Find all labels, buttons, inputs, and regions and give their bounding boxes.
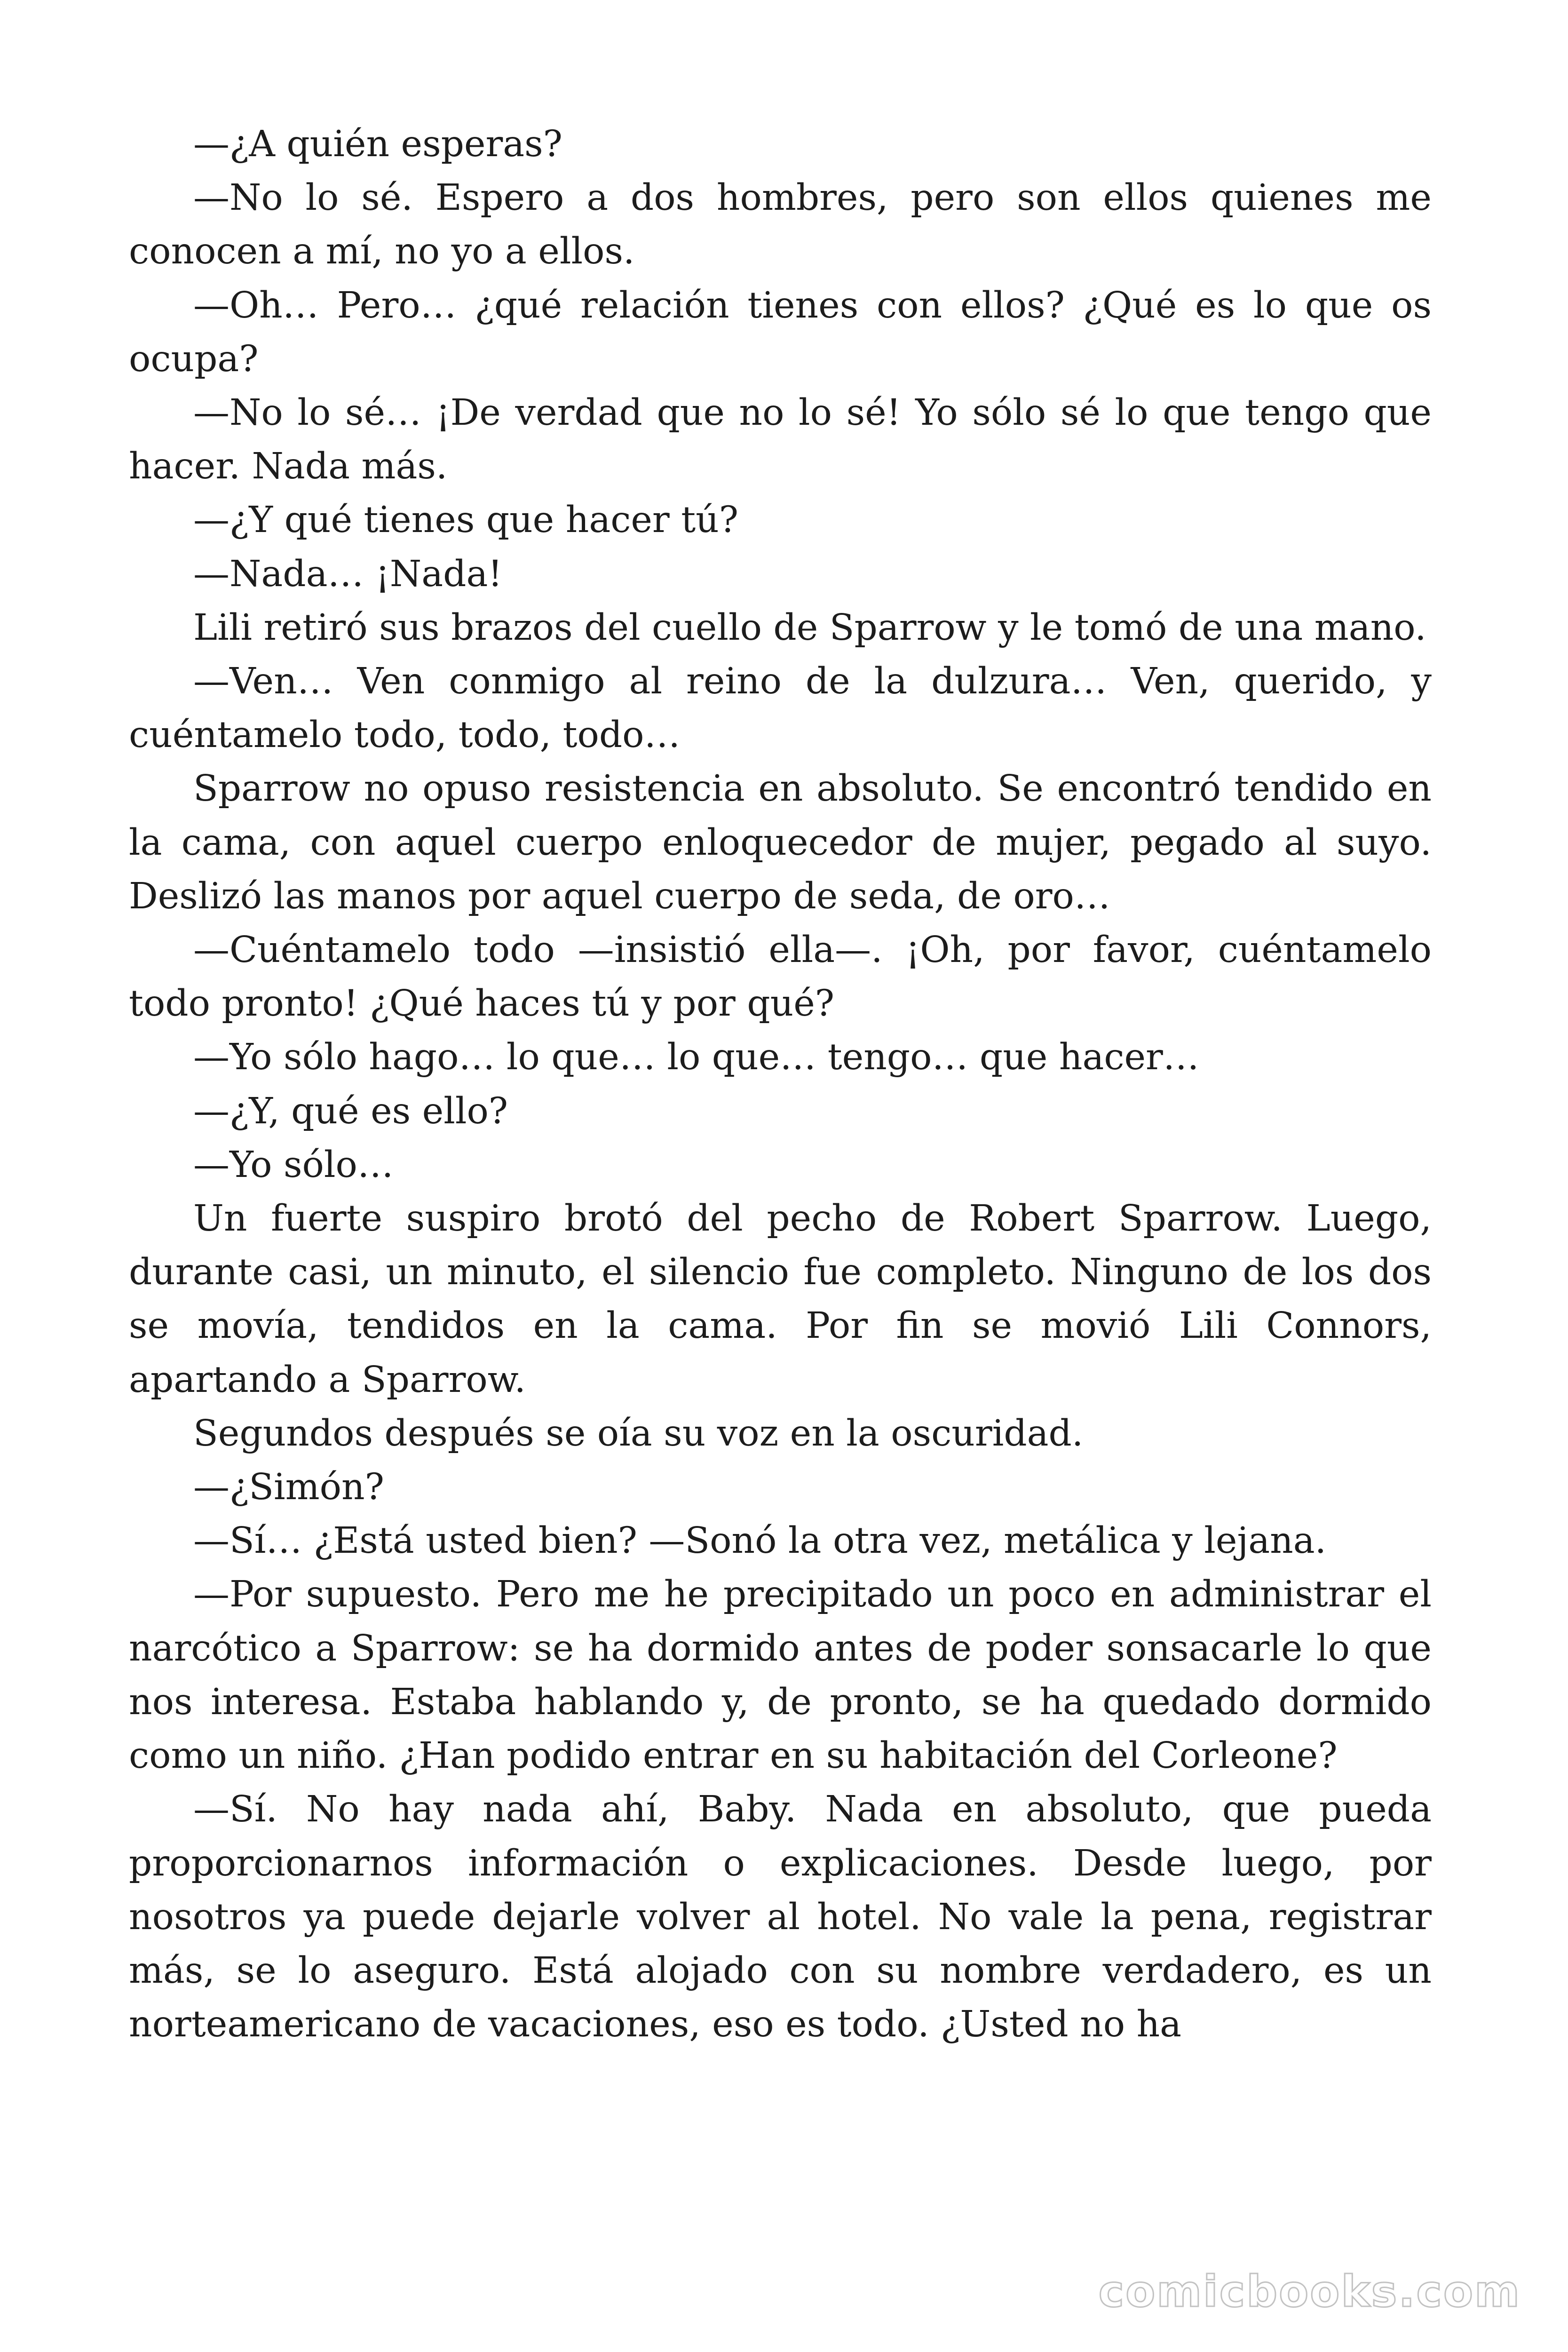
paragraph: —No lo sé… ¡De verdad que no lo sé! Yo sólo sé lo que tengo que hacer. Nada más. bbox=[129, 392, 1432, 488]
paragraph: —Oh… Pero… ¿qué relación tienes con ellos? ¿Qué es lo que os ocupa? bbox=[129, 284, 1432, 380]
paragraph: —Sí… ¿Está usted bien? —Sonó la otra vez, metálica y lejana. bbox=[193, 1520, 1327, 1562]
watermark: comicbooks.com bbox=[1098, 2266, 1521, 2317]
paragraph: Sparrow no opuso resistencia en absoluto. Se encontró tendido en la cama, con aquel cuerpo enloquecedor de mujer, pegado al suyo. Deslizó las manos por aquel cuerpo de seda, de oro… bbox=[129, 768, 1432, 917]
paragraph: —¿Y, qué es ello? bbox=[193, 1090, 508, 1132]
paragraph: Segundos después se oía su voz en la oscuridad. bbox=[193, 1412, 1084, 1454]
paragraph: —¿Y qué tienes que hacer tú? bbox=[193, 499, 739, 541]
paragraph: —¿Simón? bbox=[193, 1466, 384, 1509]
paragraph: Lili retiró sus brazos del cuello de Sparrow y le tomó de una mano. bbox=[193, 606, 1426, 649]
body-text bbox=[129, 118, 1432, 2051]
paragraph: —Por supuesto. Pero me he precipitado un poco en administrar el narcótico a Sparrow: se ha dormido antes de poder sonsacarle lo que nos interesa. Estaba hablando y, de pronto, se ha quedado dormido como un niño. ¿Han podido entrar en su habitación del Corleone? bbox=[129, 1573, 1432, 1777]
paragraph: —¿A quién esperas? bbox=[193, 123, 562, 165]
paragraph: —No lo sé. Espero a dos hombres, pero son ellos quienes me conocen a mí, no yo a ellos. bbox=[129, 177, 1432, 273]
paragraph: —Cuéntamelo todo —insistió ella—. ¡Oh, por favor, cuéntamelo todo pronto! ¿Qué haces tú y por qué? bbox=[129, 929, 1432, 1025]
paragraph: —Yo sólo… bbox=[193, 1144, 394, 1186]
paragraph: —Ven… Ven conmigo al reino de la dulzura… Ven, querido, y cuéntamelo todo, todo, todo… bbox=[129, 660, 1432, 756]
paragraph: Un fuerte suspiro brotó del pecho de Robert Sparrow. Luego, durante casi, un minuto, el silencio fue completo. Ninguno de los dos se movía, tendidos en la cama. Por fin se movió Lili Connors, apartando a Sparrow. bbox=[129, 1198, 1432, 1401]
paragraph: —Sí. No hay nada ahí, Baby. Nada en absoluto, que pueda proporcionarnos información o explicaciones. Desde luego, por nosotros ya puede dejarle volver al hotel. No vale la pena, registrar más, se lo aseguro. Está alojado con su nombre verdadero, es un norteamericano de vacaciones, eso es todo. ¿Usted no ha bbox=[129, 1788, 1432, 2046]
paragraph: —Nada… ¡Nada! bbox=[193, 553, 503, 595]
paragraph: —Yo sólo hago… lo que… lo que… tengo… que hacer… bbox=[193, 1036, 1199, 1079]
